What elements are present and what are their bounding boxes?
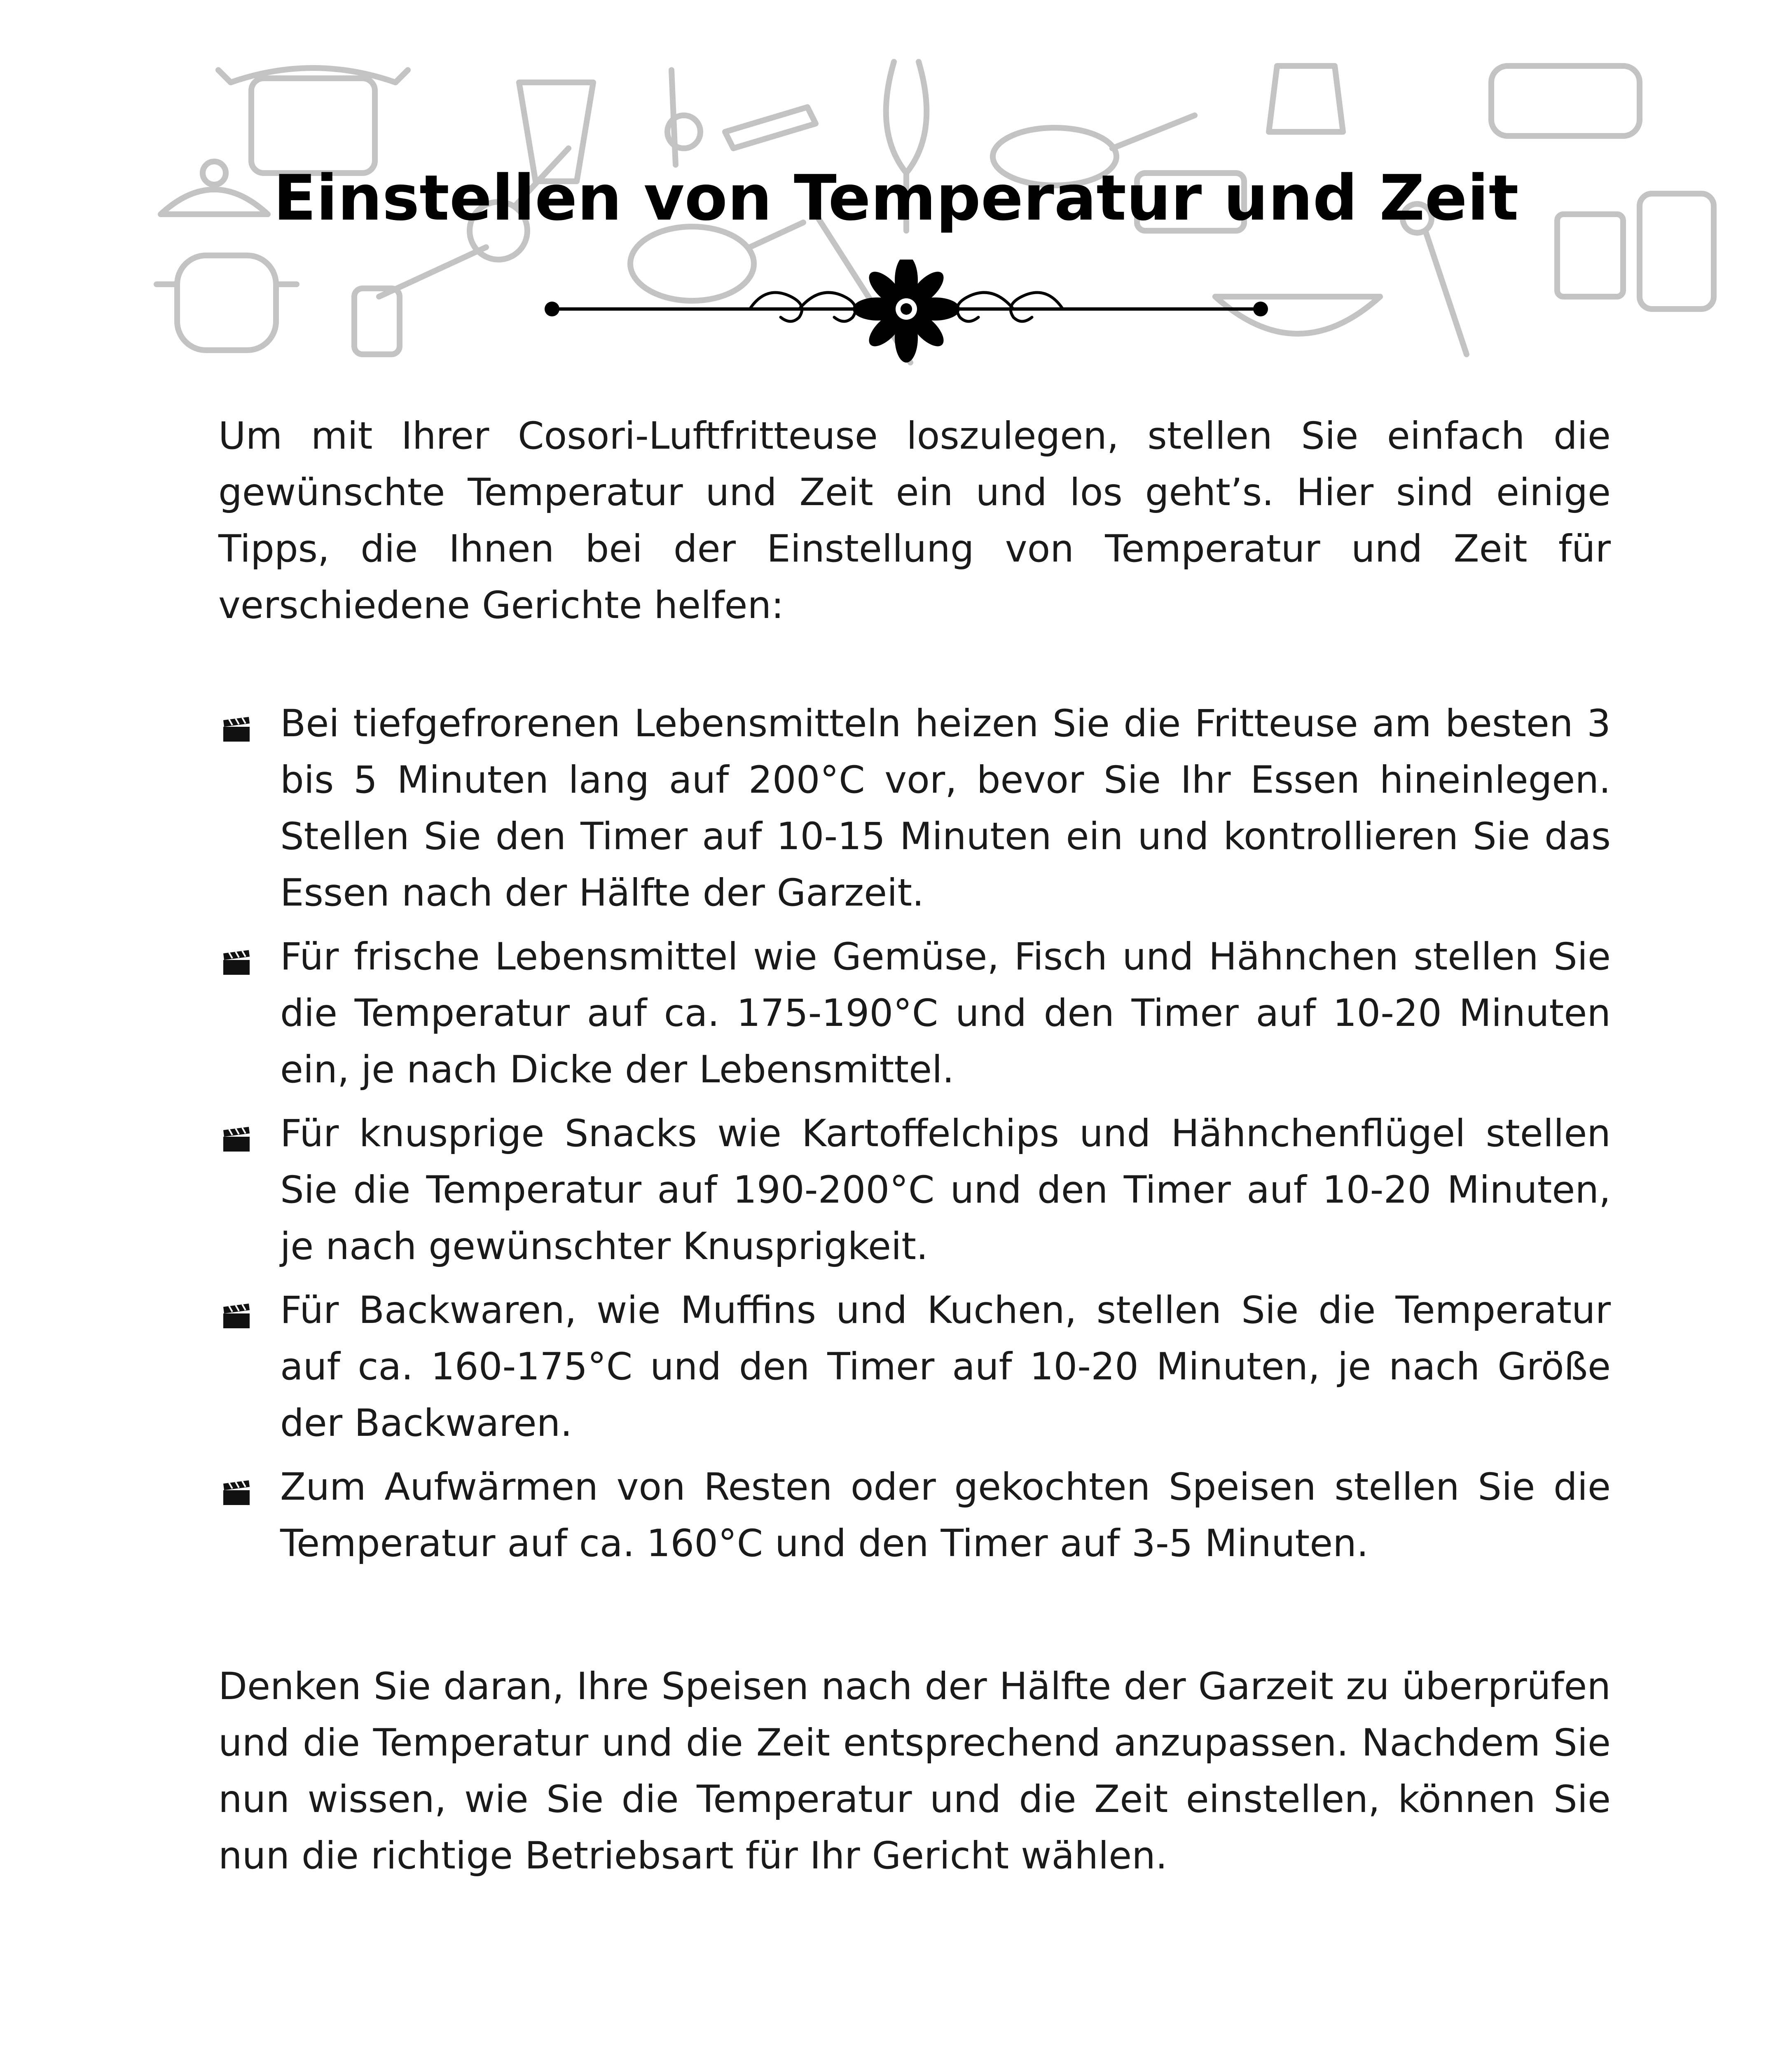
- clapperboard-icon: [221, 949, 252, 976]
- clapperboard-icon: [221, 1479, 252, 1506]
- clapperboard-icon: [221, 716, 252, 742]
- tip-text: Bei tiefgefrorenen Lebensmitteln heizen Sie die Fritteuse am besten 3 bis 5 Minuten lang auf 200°C vor, bevor Sie Ihr Essen hineinlegen. Stellen Sie den Timer auf 10-15 Minuten ein und kontrollieren Sie das Essen nach der Hälfte der Garzeit.: [280, 702, 1611, 915]
- kitchen-utensils-sketch-bottom: [0, 2052, 1792, 2060]
- tip-text: Für Backwaren, wie Muffins und Kuchen, stellen Sie die Temperatur auf ca. 160-175°C und den Timer auf 10-20 Minuten, je nach Größe der Backwaren.: [280, 1289, 1611, 1445]
- flower-divider-ornament: [536, 260, 1277, 367]
- tip-text: Für knusprige Snacks wie Kartoffelchips und Hähnchenflügel stellen Sie die Temperatur auf 190-200°C und den Timer auf 10-20 Minuten, je nach gewünschter Knusprigkeit.: [280, 1112, 1611, 1268]
- intro-paragraph: Um mit Ihrer Cosori-Luftfritteuse loszulegen, stellen Sie einfach die gewünschte Temperatur und Zeit ein und los geht’s. Hier sind einige Tipps, die Ihnen bei der Einstellung von Temperatur und Zeit für verschiedene Gerichte helfen:: [218, 414, 1611, 627]
- list-item: [218, 1459, 1611, 1572]
- tips-list: [218, 695, 1611, 1572]
- clapperboard-icon: [221, 1126, 252, 1152]
- tip-text: Für frische Lebensmittel wie Gemüse, Fisch und Hähnchen stellen Sie die Temperatur auf ca. 175-190°C und den Timer auf 10-20 Minuten ein, je nach Dicke der Lebensmittel.: [280, 935, 1611, 1091]
- content-area: [218, 408, 1611, 1884]
- tip-text: Zum Aufwärmen von Resten oder gekochten Speisen stellen Sie die Temperatur auf ca. 160°C und den Timer auf 3-5 Minuten.: [280, 1465, 1611, 1565]
- list-item: [218, 929, 1611, 1098]
- list-item: [218, 695, 1611, 921]
- outro-paragraph: Denken Sie daran, Ihre Speisen nach der Hälfte der Garzeit zu überprüfen und die Temperatur und die Zeit entsprechend anzupassen. Nachdem Sie nun wissen, wie Sie die Temperatur und die Zeit einstellen, können Sie nun die richtige Betriebsart für Ihr Gericht wählen.: [218, 1665, 1611, 1877]
- list-item: [218, 1105, 1611, 1275]
- list-item: [218, 1282, 1611, 1451]
- page-title: Einstellen von Temperatur und Zeit: [273, 162, 1519, 234]
- clapperboard-icon: [221, 1303, 252, 1329]
